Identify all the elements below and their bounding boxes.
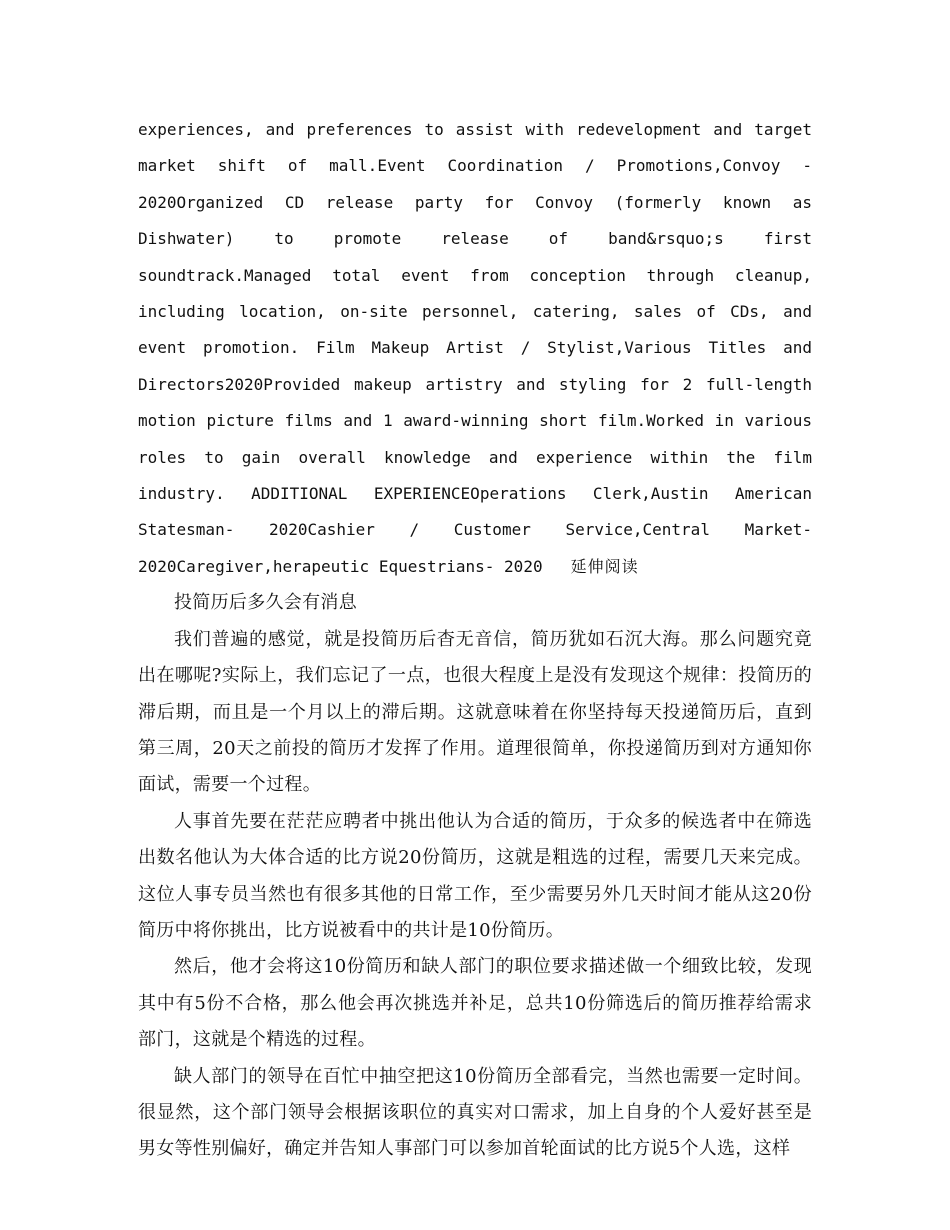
section-heading: 投简历后多久会有消息 [174,592,357,614]
english-resume-text: experiences, and preferences to assist with redevelopment and target market shift of mall.Event Coordination / Promotions,Convoy - 2020Organized CD release party for Convoy (formerly known as Dishwater) to promote release of band&rsquo;s first soundtrack.Managed total event from conception through cleanup, including location, on-site personnel, catering, sales of CDs, and event promotion. Film Makeup Artist / Stylist,Various Titles and Directors2020Provided makeup artistry and styling for 2 full-length motion picture films and 1 award-winning short film.Worked in various roles to gain overall knowledge and experience within the film industry. ADDITIONAL EXPERIENCEOperations Clerk,Austin American Statesman- 2020Cashier / Customer Service,Central Market- 2020Caregiver,herapeutic Equestrians- 2020 [138,120,812,576]
body-paragraph-2: 人事首先要在茫茫应聘者中挑出他认为合适的简历，于众多的候选者中在筛选出数名他认为大体合适的比方说20份简历，这就是粗选的过程，需要几天来完成。这位人事专员当然也有很多其他的日常工作，至少需要另外几天时间才能从这20份简历中将你挑出，比方说被看中的共计是10份简历。 [138,810,812,941]
body-paragraph-3: 然后，他才会将这10份简历和缺人部门的职位要求描述做一个细致比较，发现其中有5份不合格，那么他会再次挑选并补足，总共10份筛选后的简历推荐给需求部门，这就是个精选的过程。 [138,956,812,1051]
body-paragraph-1: 我们普遍的感觉，就是投简历后杳无音信，简历犹如石沉大海。那么问题究竟出在哪呢?实际上，我们忘记了一点，也很大程度上是没有发现这个规律：投简历的滞后期，而且是一个月以上的滞后期。这就意味着在你坚持每天投递简历后，直到第三周，20天之前投的简历才发挥了作用。道理很简单，你投递简历到对方通知你面试，需要一个过程。 [138,628,812,796]
english-resume-paragraph [138,112,812,585]
document-page [138,112,812,1168]
body-paragraph-4: 缺人部门的领导在百忙中抽空把这10份简历全部看完，当然也需要一定时间。很显然，这个部门领导会根据该职位的真实对口需求，加上自身的个人爱好甚至是男女等性别偏好，确定并告知人事部门可以参加首轮面试的比方说5个人选，这样 [138,1065,812,1160]
extended-reading-label: 延伸阅读 [570,556,639,576]
